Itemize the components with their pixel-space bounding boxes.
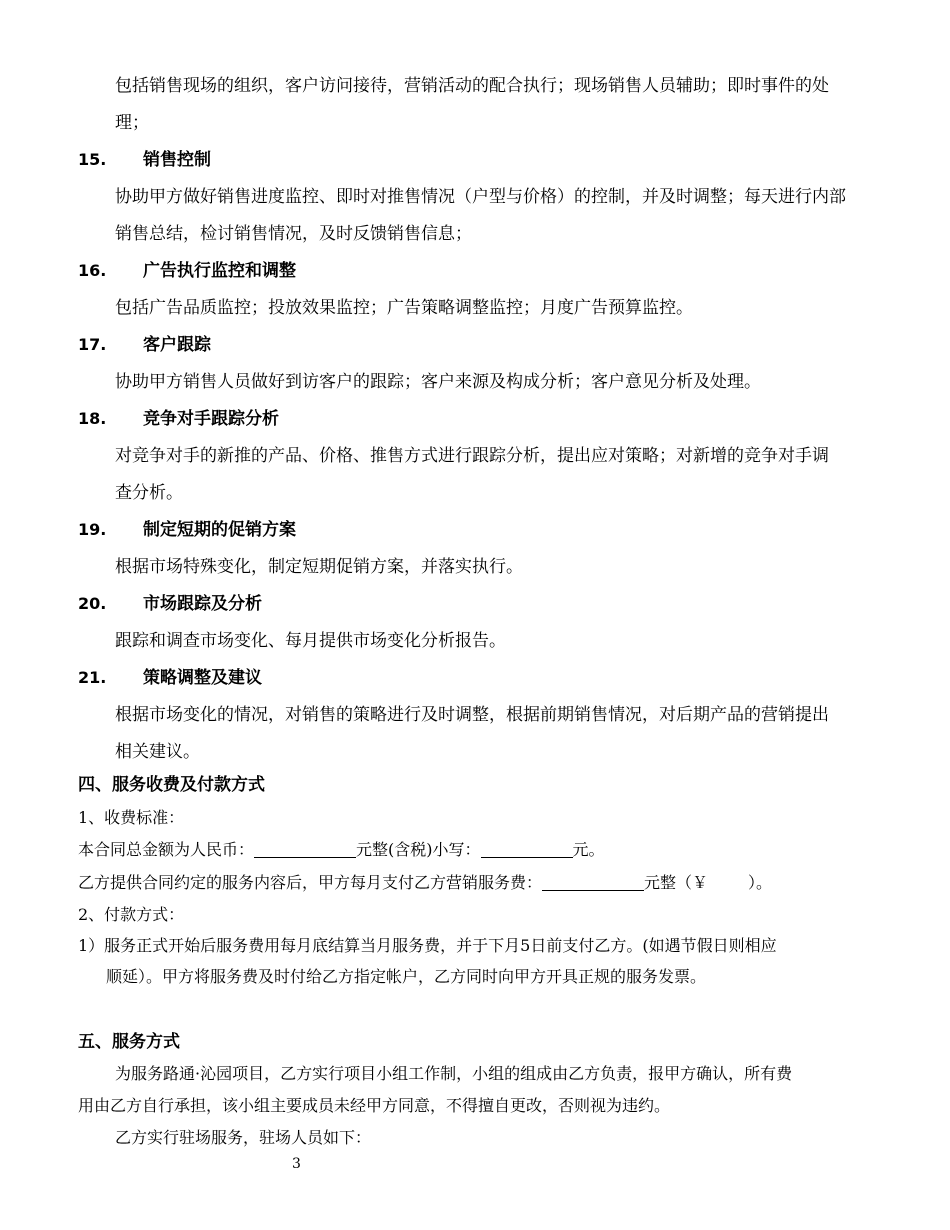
item-body-line: 查分析。: [115, 483, 183, 503]
item-body-line: 相关建议。: [115, 742, 200, 762]
item-number: 20.: [78, 594, 107, 613]
item-body-line: 跟踪和调查市场变化、每月提供市场变化分析报告。: [115, 631, 506, 651]
item-title: 制定短期的促销方案: [143, 520, 296, 540]
total-amount-suffix: 元。: [572, 840, 605, 859]
item-body-line: 协助甲方销售人员做好到访客户的跟踪；客户来源及构成分析；客户意见分析及处理。: [115, 372, 761, 392]
item-body-line: 根据市场变化的情况，对销售的策略进行及时调整，根据前期销售情况，对后期产品的营销提出: [115, 705, 829, 725]
item-title: 市场跟踪及分析: [143, 594, 262, 614]
total-amount-blank[interactable]: [254, 839, 356, 858]
fee-standard-label: 1、收费标准：: [78, 808, 185, 827]
intro-line-1: 包括销售现场的组织，客户访问接待，营销活动的配合执行；现场销售人员辅助；即时事件的处: [115, 76, 829, 96]
item-number: 18.: [78, 409, 107, 428]
item-body-line: 根据市场特殊变化，制定短期促销方案，并落实执行。: [115, 557, 523, 577]
item-title: 销售控制: [143, 150, 211, 170]
item-body-line: 对竞争对手的新推的产品、价格、推售方式进行跟踪分析，提出应对策略；对新增的竞争对手调: [115, 446, 829, 466]
item-number: 17.: [78, 335, 107, 354]
page-number: 3: [292, 1156, 301, 1172]
payment-line-2: 顺延）。甲方将服务费及时付给乙方指定帐户，乙方同时向甲方开具正规的服务发票。: [106, 967, 707, 986]
item-number: 19.: [78, 520, 107, 539]
item-title: 竞争对手跟踪分析: [143, 409, 279, 429]
intro-line-2: 理；: [115, 113, 149, 133]
monthly-fee-suffix: 元整（￥: [644, 873, 709, 892]
item-title: 客户跟踪: [143, 335, 211, 355]
item-body-line: 包括广告品质监控；投放效果监控；广告策略调整监控；月度广告预算监控。: [115, 298, 693, 318]
payment-line-1: 1）服务正式开始后服务费用每月底结算当月服务费，并于下月5日前支付乙方。(如遇节假日则相应: [78, 936, 777, 955]
total-amount-lowercase-blank[interactable]: [481, 839, 573, 858]
service-para-line-1: 为服务路通·沁园项目，乙方实行项目小组工作制，小组的组成由乙方负责，报甲方确认，所有费: [115, 1064, 793, 1083]
service-para-line-2: 用由乙方自行承担，该小组主要成员未经甲方同意，不得擅自更改，否则视为违约。: [78, 1096, 671, 1115]
section-heading: 五、服务方式: [78, 1032, 180, 1052]
item-title: 策略调整及建议: [143, 668, 262, 688]
item-body-line: 协助甲方做好销售进度监控、即时对推售情况（户型与价格）的控制，并及时调整；每天进行内部: [115, 187, 846, 207]
item-number: 15.: [78, 150, 107, 169]
item-number: 21.: [78, 668, 107, 687]
section-heading: 四、服务收费及付款方式: [78, 775, 265, 795]
payment-method-label: 2、付款方式：: [78, 905, 185, 924]
total-amount-prefix: 本合同总金额为人民币：: [78, 840, 255, 859]
total-amount-line: [78, 838, 605, 862]
total-amount-mid: 元整(含税)小写：: [356, 840, 481, 859]
item-title: 广告执行监控和调整: [143, 261, 296, 281]
monthly-fee-line: [78, 871, 772, 895]
onsite-staff-line: 乙方实行驻场服务，驻场人员如下：: [115, 1128, 372, 1147]
monthly-fee-prefix: 乙方提供合同约定的服务内容后，甲方每月支付乙方营销服务费：: [78, 873, 543, 892]
monthly-fee-end: ）。: [748, 873, 773, 892]
item-number: 16.: [78, 261, 107, 280]
item-body-line: 销售总结，检讨销售情况，及时反馈销售信息；: [115, 224, 472, 244]
monthly-fee-blank[interactable]: [542, 872, 644, 891]
